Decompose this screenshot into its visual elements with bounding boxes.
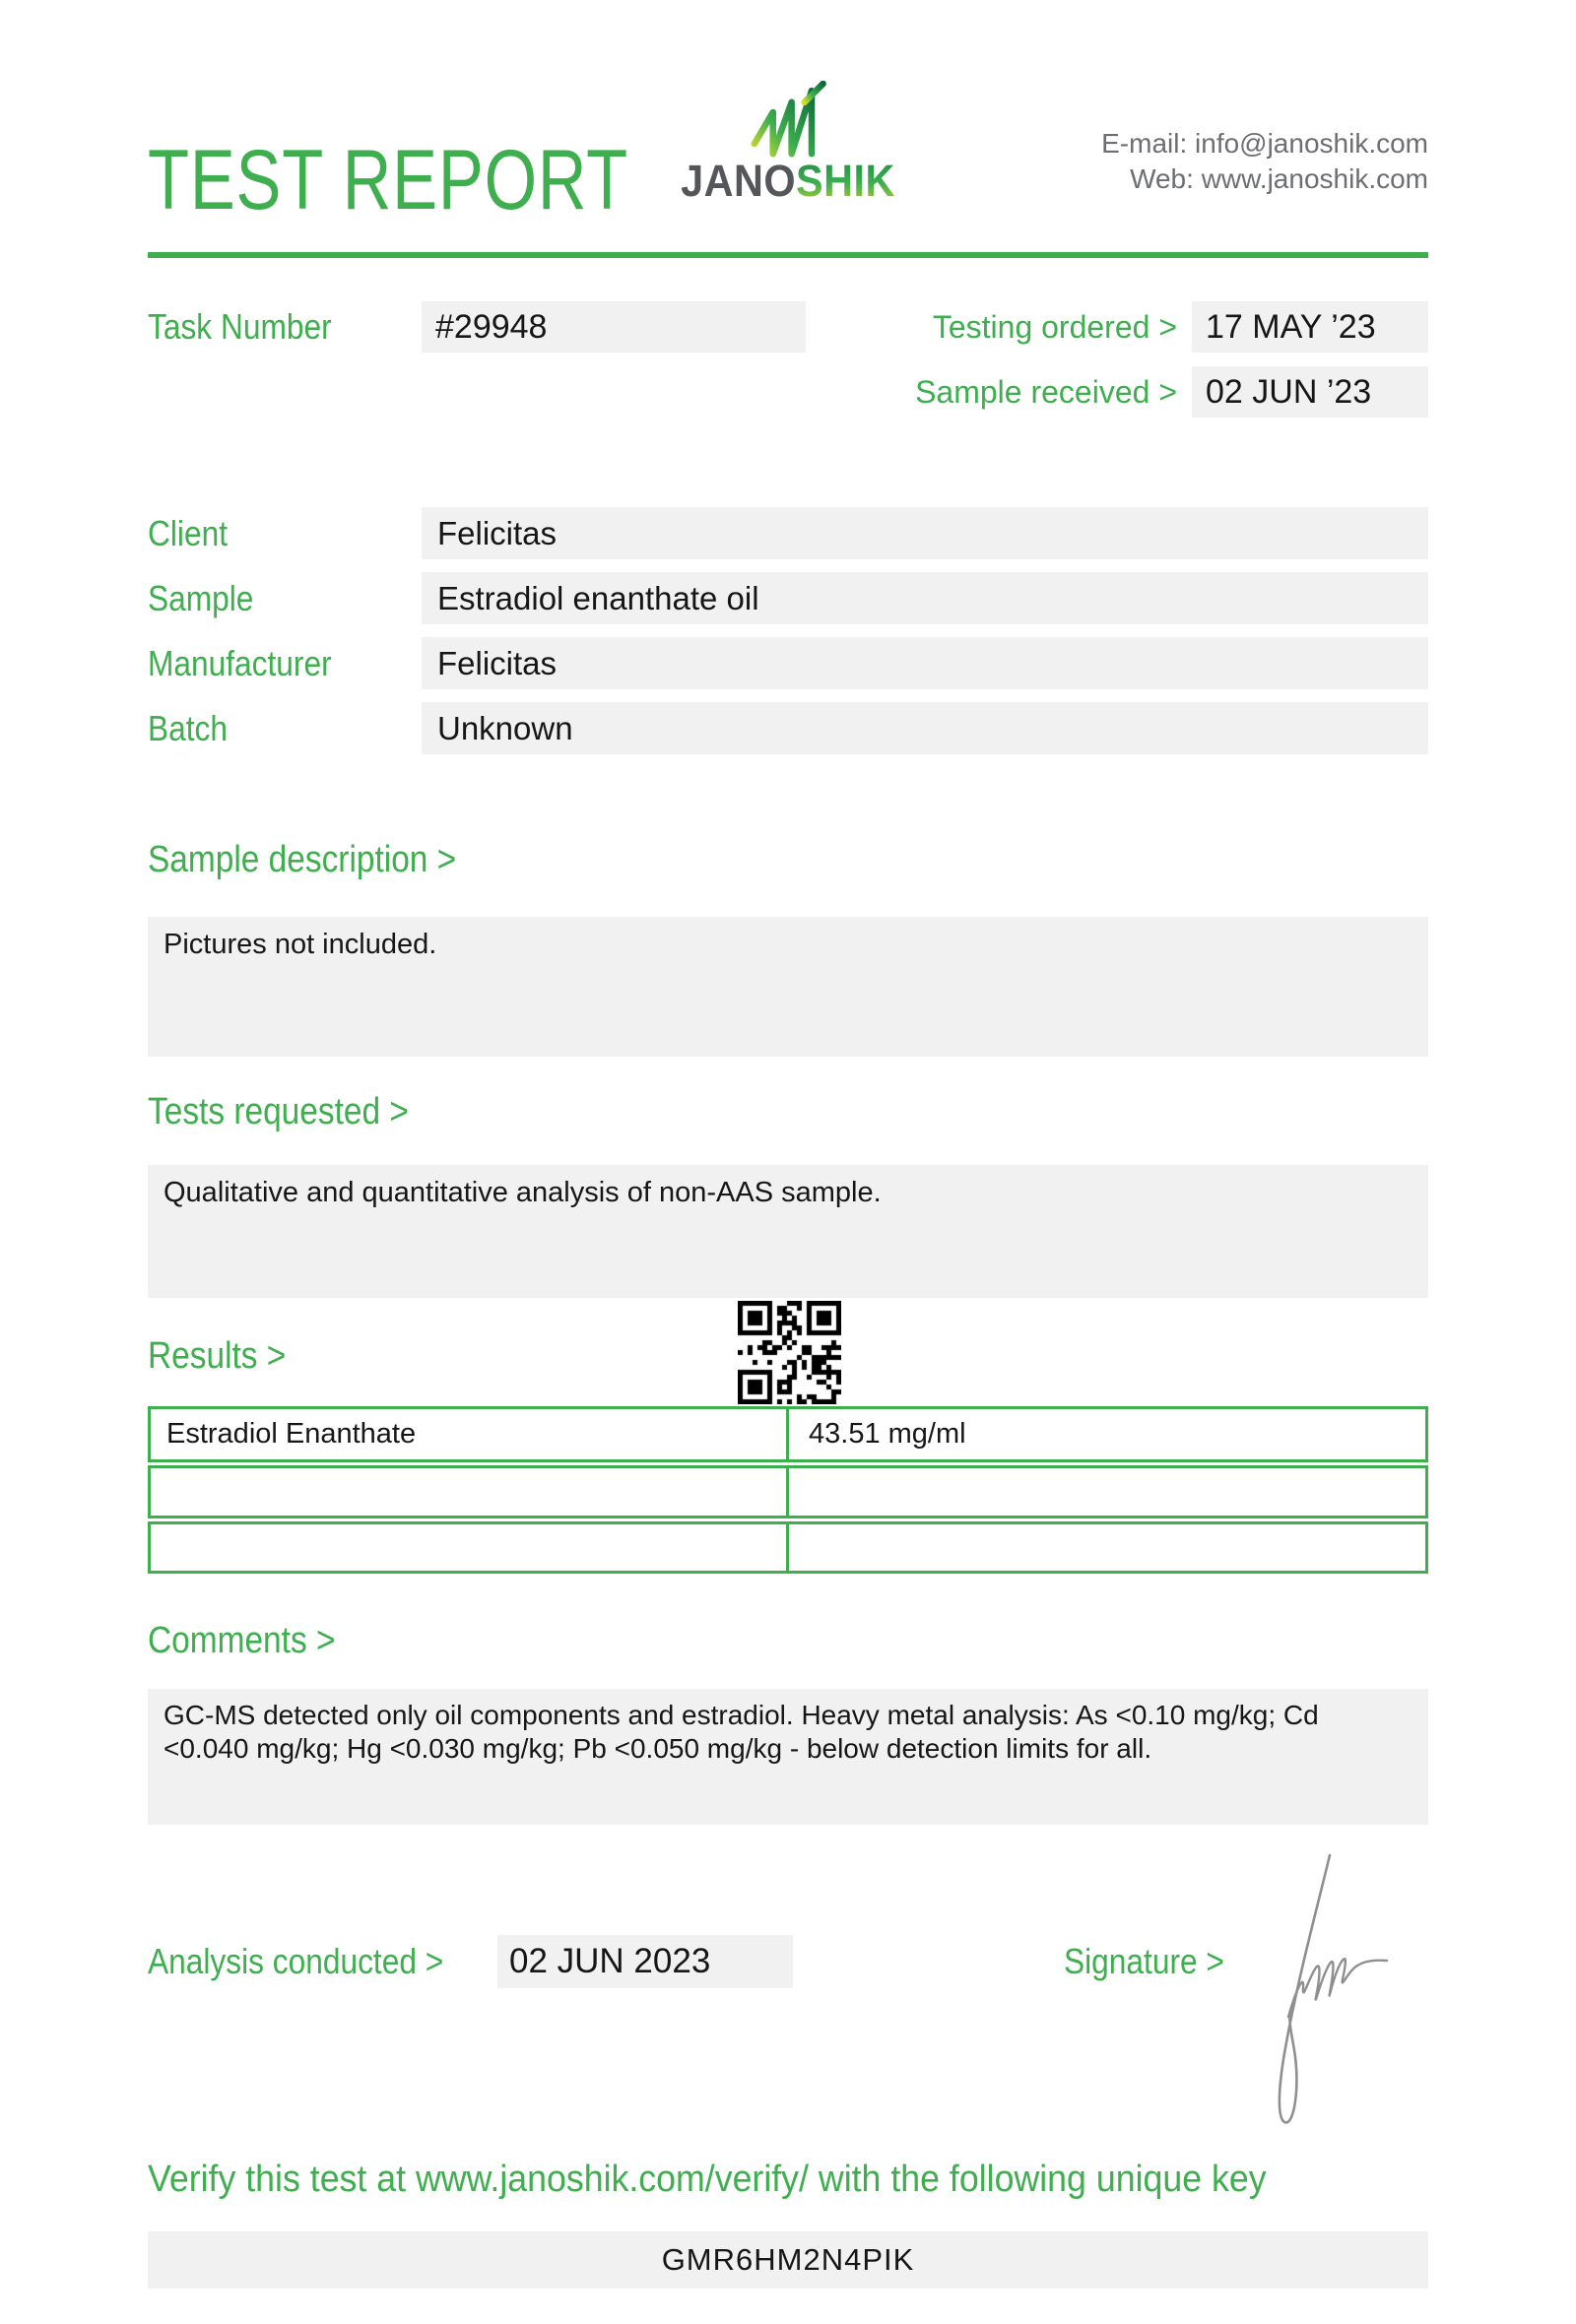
page-title: TEST REPORT	[148, 133, 628, 227]
header-divider	[148, 252, 1428, 258]
result-value-cell: 43.51 mg/ml	[809, 1418, 966, 1450]
comments-label: Comments >	[148, 1620, 336, 1661]
logo-wordmark	[650, 156, 926, 207]
tests-requested-box	[148, 1165, 1428, 1298]
testing-ordered-label: Testing ordered >	[932, 309, 1177, 345]
task-number-value: #29948	[422, 301, 806, 353]
results-table-row	[148, 1406, 1428, 1462]
verify-key-box	[148, 2231, 1428, 2289]
manufacturer-label: Manufacturer	[148, 643, 332, 683]
sample-label: Sample	[148, 578, 254, 618]
tests-requested-text: Qualitative and quantitative analysis of non-AAS sample.	[164, 1177, 882, 1208]
result-analyte-cell: Estradiol Enanthate	[151, 1409, 789, 1459]
sample-description-label: Sample description >	[148, 839, 457, 880]
sample-received-value: 02 JUN ’23	[1192, 366, 1428, 418]
results-label: Results >	[148, 1335, 287, 1377]
analysis-conducted-label: Analysis conducted >	[148, 1941, 444, 1981]
task-number-label: Task Number	[148, 306, 332, 347]
result-value-cell	[789, 1524, 1425, 1571]
batch-value: Unknown	[422, 702, 1428, 754]
analysis-date-value: 02 JUN 2023	[497, 1935, 793, 1988]
result-analyte-cell	[151, 1524, 789, 1571]
result-value-cell	[789, 1468, 1425, 1516]
testing-ordered-value: 17 MAY ’23	[1192, 301, 1428, 353]
result-analyte-cell	[151, 1468, 789, 1516]
manufacturer-value: Felicitas	[422, 637, 1428, 689]
contact-web: Web: www.janoshik.com	[1130, 163, 1428, 194]
sample-received-label: Sample received >	[915, 374, 1177, 410]
logo-text-jano: JANO	[681, 156, 797, 206]
sample-value: Estradiol enanthate oil	[422, 572, 1428, 624]
logo-chart-icon	[739, 81, 837, 160]
signature-label: Signature >	[1064, 1941, 1224, 1981]
contact-email: E-mail: info@janoshik.com	[1101, 128, 1428, 159]
results-table-row	[148, 1521, 1428, 1574]
contact-block	[1101, 126, 1428, 197]
signature-scribble	[1269, 1849, 1399, 2141]
qr-code	[738, 1301, 841, 1404]
sample-description-box	[148, 917, 1428, 1057]
comments-box	[148, 1689, 1428, 1825]
client-label: Client	[148, 513, 229, 553]
sample-description-text: Pictures not included.	[164, 929, 437, 960]
verify-instruction: Verify this test at www.janoshik.com/verify/ with the following unique key	[148, 2159, 1267, 2200]
verify-key: GMR6HM2N4PIK	[661, 2242, 915, 2277]
client-value: Felicitas	[422, 507, 1428, 559]
logo-text-shik: SHIK	[796, 156, 895, 206]
batch-label: Batch	[148, 708, 229, 748]
comments-text: GC-MS detected only oil components and estradiol. Heavy metal analysis: As <0.10 mg/kg; Cd <0.040 mg/kg; Hg <0.030 mg/kg; Pb <0.050 mg/kg - below detection limits for all.	[164, 1700, 1319, 1764]
tests-requested-label: Tests requested >	[148, 1091, 409, 1132]
results-table-row	[148, 1465, 1428, 1518]
